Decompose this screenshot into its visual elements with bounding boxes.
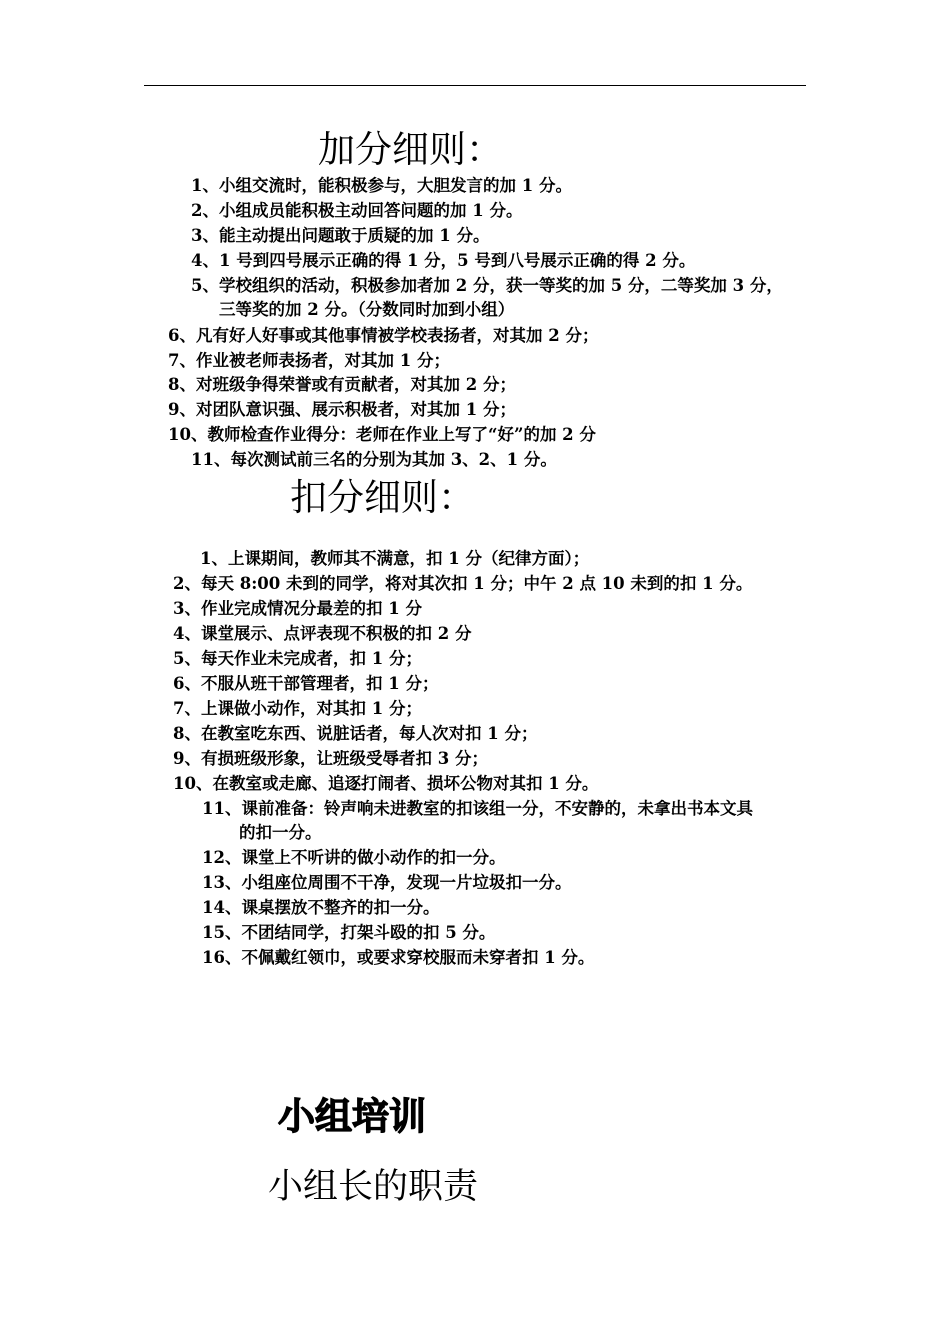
deduct-item-5: 5、每天作业未完成者，扣 1 分；: [173, 649, 422, 668]
bonus-item-10: 10、教师检查作业得分：老师在作业上写了“好”的加 2 分: [168, 425, 596, 444]
deduct-title: 扣分细则：: [290, 476, 475, 519]
bonus-item-7: 7、作业被老师表扬者，对其加 1 分；: [168, 351, 450, 370]
bonus-item-5-cont: 三等奖的加 2 分。（分数同时加到小组）: [219, 300, 515, 319]
deduct-item-9: 9、有损班级形象，让班级受辱者扣 3 分；: [173, 749, 488, 768]
bonus-item-4: 4、1 号到四号展示正确的得 1 分，5 号到八号展示正确的得 2 分。: [191, 251, 696, 270]
deduct-item-12: 12、课堂上不听讲的做小动作的扣一分。: [202, 848, 506, 867]
deduct-item-14: 14、课桌摆放不整齐的扣一分。: [202, 898, 440, 917]
deduct-item-4: 4、课堂展示、点评表现不积极的扣 2 分: [173, 624, 472, 643]
bonus-item-2: 2、小组成员能积极主动回答问题的加 1 分。: [191, 201, 523, 220]
training-subtitle: 小组长的职责: [268, 1167, 479, 1207]
bonus-item-8: 8、对班级争得荣誉或有贡献者，对其加 2 分；: [168, 375, 516, 394]
bonus-item-5: 5、学校组织的活动，积极参加者加 2 分，获一等奖的加 5 分，二等奖加 3 分，: [191, 276, 783, 295]
training-title: 小组培训: [278, 1094, 426, 1138]
deduct-item-11: 11、课前准备：铃声响未进教室的扣该组一分，不安静的，未拿出书本文具: [202, 799, 753, 818]
deduct-item-7: 7、上课做小动作，对其扣 1 分；: [173, 699, 422, 718]
deduct-item-16: 16、不佩戴红领巾，或要求穿校服而未穿者扣 1 分。: [202, 948, 595, 967]
bonus-title: 加分细则：: [318, 128, 503, 171]
deduct-item-13: 13、小组座位周围不干净，发现一片垃圾扣一分。: [202, 873, 572, 892]
deduct-item-8: 8、在教室吃东西、说脏话者，每人次对扣 1 分；: [173, 724, 538, 743]
header-rule: [144, 85, 806, 86]
deduct-item-1: 1、上课期间，教师其不满意，扣 1 分（纪律方面）；: [200, 549, 590, 568]
bonus-item-3: 3、能主动提出问题敢于质疑的加 1 分。: [191, 226, 490, 245]
deduct-item-3: 3、作业完成情况分最差的扣 1 分: [173, 599, 422, 618]
deduct-item-6: 6、不服从班干部管理者，扣 1 分；: [173, 674, 439, 693]
deduct-item-10: 10、在教室或走廊、追逐打闹者、损坏公物对其扣 1 分。: [173, 774, 599, 793]
deduct-item-2: 2、每天 8:00 未到的同学，将对其次扣 1 分；中午 2 点 10 未到的扣 1 分。: [173, 574, 753, 593]
bonus-item-1: 1、小组交流时，能积极参与，大胆发言的加 1 分。: [191, 176, 572, 195]
deduct-item-11-cont: 的扣一分。: [239, 823, 322, 842]
bonus-item-6: 6、凡有好人好事或其他事情被学校表扬者，对其加 2 分；: [168, 326, 599, 345]
bonus-item-9: 9、对团队意识强、展示积极者，对其加 1 分；: [168, 400, 516, 419]
deduct-item-15: 15、不团结同学，打架斗殴的扣 5 分。: [202, 923, 496, 942]
bonus-item-11: 11、每次测试前三名的分别为其加 3、2、1 分。: [191, 450, 557, 469]
